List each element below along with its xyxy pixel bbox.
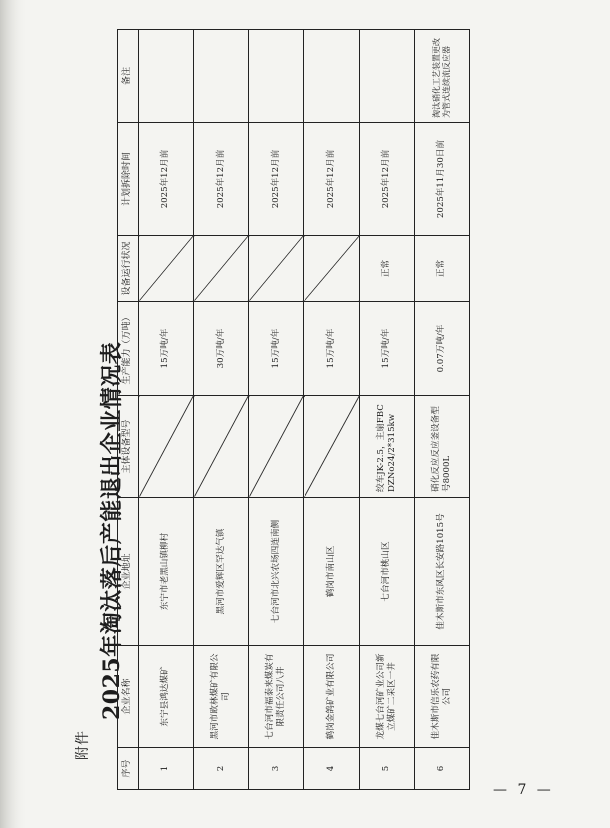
cell-address: 东宁市老黑山镇柳村 xyxy=(139,498,194,646)
cell-note xyxy=(194,30,249,123)
header-name: 企业名称 xyxy=(118,646,139,748)
cell-note: 淘汰硝化工艺装置更改为管式连续流反应器 xyxy=(414,30,469,123)
header-note: 备注 xyxy=(118,30,139,123)
cell-address: 鹤岗市南山区 xyxy=(304,498,359,646)
cell-model: 硝化反应反应釜设备型号8000L xyxy=(414,396,469,498)
table-row xyxy=(304,30,359,790)
document-title: 2025年淘汰落后产能退出企业情况表 xyxy=(99,341,125,720)
cell-note xyxy=(359,30,414,123)
cell-capacity: 15万吨/年 xyxy=(139,302,194,396)
enterprise-table-container xyxy=(117,30,470,790)
cell-capacity: 0.07万吨/年 xyxy=(414,302,469,396)
table-row xyxy=(359,30,414,790)
cell-capacity: 30万吨/年 xyxy=(194,302,249,396)
cell-no: 2 xyxy=(194,748,249,790)
table-row xyxy=(414,30,469,790)
cell-status: 正常 xyxy=(359,236,414,302)
cell-note xyxy=(249,30,304,123)
cell-model-empty xyxy=(249,396,304,498)
table-header-row xyxy=(118,30,139,790)
cell-no: 6 xyxy=(414,748,469,790)
cell-status-empty xyxy=(194,236,249,302)
header-model: 主体设备型号 xyxy=(118,396,139,498)
cell-name: 七台河市福泰来煤炭有限责任公司八井 xyxy=(249,646,304,748)
cell-name: 东宁县鸿达煤矿 xyxy=(139,646,194,748)
cell-address: 佳木斯市东风区长安路1015号 xyxy=(414,498,469,646)
header-address: 企业地址 xyxy=(118,498,139,646)
cell-status-empty xyxy=(304,236,359,302)
cell-time: 2025年12月前 xyxy=(194,123,249,236)
header-status: 设备运行状况 xyxy=(118,236,139,302)
cell-no: 4 xyxy=(304,748,359,790)
header-time: 计划拆除时间 xyxy=(118,123,139,236)
cell-status: 正常 xyxy=(414,236,469,302)
cell-no: 5 xyxy=(359,748,414,790)
cell-name: 佳木斯市信乐农药有限公司 xyxy=(414,646,469,748)
cell-time: 2025年12月前 xyxy=(304,123,359,236)
cell-note xyxy=(304,30,359,123)
enterprise-table xyxy=(117,29,470,790)
cell-model-empty xyxy=(194,396,249,498)
cell-no: 3 xyxy=(249,748,304,790)
cell-status-empty xyxy=(249,236,304,302)
cell-address: 黑河市爱辉区罕达气镇 xyxy=(194,498,249,646)
cell-time: 2025年11月30日前 xyxy=(414,123,469,236)
table-row xyxy=(194,30,249,790)
cell-model-empty xyxy=(139,396,194,498)
cell-time: 2025年12月前 xyxy=(359,123,414,236)
table-row xyxy=(249,30,304,790)
header-capacity: 生产能力（万吨） xyxy=(118,302,139,396)
attachment-label: 附件 xyxy=(75,730,91,760)
cell-address: 七台河市桃山区 xyxy=(359,498,414,646)
page-number: — 7 — xyxy=(493,782,554,798)
cell-capacity: 15万吨/年 xyxy=(359,302,414,396)
cell-model: 绞车JK-2.5，主扇FBCDZNo24/2*315kw xyxy=(359,396,414,498)
cell-capacity: 15万吨/年 xyxy=(304,302,359,396)
cell-model-empty xyxy=(304,396,359,498)
cell-note xyxy=(139,30,194,123)
header-no: 序号 xyxy=(118,748,139,790)
cell-time: 2025年12月前 xyxy=(249,123,304,236)
cell-name: 鹤岗金鸽矿业有限公司 xyxy=(304,646,359,748)
cell-time: 2025年12月前 xyxy=(139,123,194,236)
cell-name: 黑河市欧林煤矿有限公司 xyxy=(194,646,249,748)
table-row xyxy=(139,30,194,790)
cell-name: 龙煤七台河矿业公司新立煤矿二采区一井 xyxy=(359,646,414,748)
cell-no: 1 xyxy=(139,748,194,790)
cell-status-empty xyxy=(139,236,194,302)
cell-address: 七台河市北兴农场四连南侧 xyxy=(249,498,304,646)
cell-capacity: 15万吨/年 xyxy=(249,302,304,396)
